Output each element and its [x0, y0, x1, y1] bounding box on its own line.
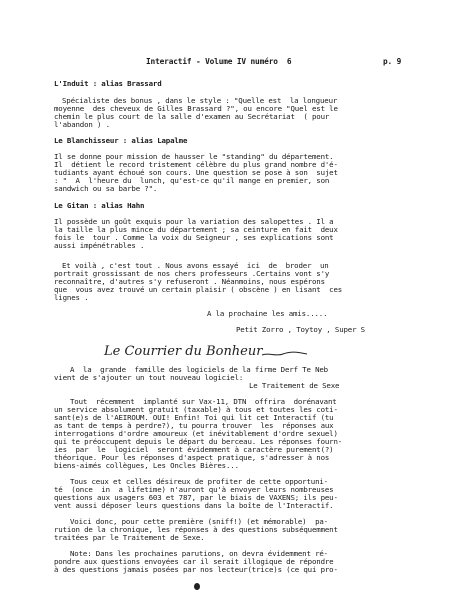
farewell: A la prochaine les amis.....: [207, 309, 328, 318]
p1-line: qui te préoccupent depuis le départ du berceau. Les réponses fourn-: [54, 437, 343, 446]
p2-line: Tous ceux et celles désireux de profiter de cette opportuni-: [70, 477, 328, 486]
p3-line: Voici donc, pour cette première (sniff!) (et mémorable) pa-: [70, 517, 328, 526]
p1-line: ies par le logiciel seront évidemment à caractère purement(?): [54, 445, 334, 454]
closing-line: portrait grossissant de nos chers professeurs .Certains vont s'y: [54, 269, 330, 278]
p1-line: sant(e)s de l'AEIROUM. OUI! Enfin! Toi qui lit cet Interactif (tu: [54, 413, 334, 422]
section-title-blanchisseur: Le Blanchisseur : alias Lapalme: [54, 136, 188, 145]
intro-line: vient de s'ajouter un tout nouveau logiciel:: [54, 373, 244, 382]
p2-line: questions aux usagers 603 et 787, par le biais de VAXENS; ils peu-: [54, 493, 338, 502]
p1-line: as tant de temps à perdre?), tu pourra trouver les réponses aux: [54, 421, 334, 430]
section-line: Il possède un goût exquis pour la variation des salopettes . Il a: [54, 217, 334, 226]
section-line: la taille la plus mince du département ; sa ceinture en fait deux: [54, 225, 338, 234]
p3-line: rution de la chronique, les réponses à des questions subséquemment: [54, 525, 338, 534]
section-line: sandwich ou sa barbe ?".: [54, 184, 158, 193]
heading-underline: [261, 350, 309, 358]
section-line: chemin le plus court de la salle d'examen au Secrétariat ( pour: [54, 112, 330, 121]
p1-line: interrogations d'ordre amoureux (et inévitablement d'ordre sexuel): [54, 429, 338, 438]
p4-line: Note: Dans les prochaines parutions, on devra évidemment ré-: [70, 549, 328, 558]
page-number: p. 9: [383, 57, 402, 66]
p4-line: pondre aux questions envoyées car il serait illogique de répondre: [54, 557, 334, 566]
closing-line: lignes .: [54, 293, 89, 302]
p1-line: un service absolument gratuit (taxable) à tous et toutes les coti-: [54, 405, 338, 414]
p1-line: Tout récemment implanté sur Vax-11, DTN offrira dorénavant: [70, 397, 337, 406]
closing-line: que vous avez trouvé un certain plaisir ( obscène ) en lisant ces: [54, 285, 343, 294]
section-line: moyenne des cheveux de Gilles Brassard ?", ou encore "Quel est le: [54, 104, 338, 113]
product-name: Le Traitement de Sexe: [249, 381, 340, 390]
intro-line: A la grande famille des logiciels de la firme Derf Te Neb: [70, 365, 328, 374]
p2-line: vent aussi déposer leurs questions dans la boîte de l'Interactif.: [54, 501, 334, 510]
p1-line: théorique. Pour les réponses d'aspect pratique, s'adresser à nos: [54, 453, 330, 462]
p1-line: biens-aimés collègues, Les Oncles Bières...: [54, 461, 239, 470]
section-line: l'abandon ) .: [54, 120, 110, 129]
section-line: Il détient le record tristement célèbre du plus grand nombre d'é-: [54, 160, 338, 169]
closing-line: Et voilà , c'est tout . Nous avons essayé ici de broder un: [62, 261, 329, 270]
section-title-induit: L'Induit : alias Brassard: [54, 79, 162, 88]
section-line: Spécialiste des bonus , dans le style : "Quelle est la longueur: [62, 96, 338, 105]
p3-line: traitées par le Traitement de Sexe.: [54, 533, 205, 542]
header-title: Interactif - Volume IV numéro 6: [146, 57, 292, 66]
ink-blot: [194, 583, 200, 590]
section-line: Il se donne pour mission de hausser le "standing" du département.: [54, 152, 334, 161]
p4-line: à des questions jamais posées par nos lecteur(trice)s (ce qui pro-: [54, 565, 338, 574]
section-line: fois le tour . Comme la voix du Seigneur , ses explications sont: [54, 233, 334, 242]
p2-line: té (once in a lifetime) n'auront qu'à envoyer leurs nombreuses: [54, 485, 334, 494]
section-line: : " A l'heure du lunch, qu'est-ce qu'il mange en premier, son: [54, 176, 330, 185]
section-line: tudiants ayant échoué son cours. Une question se pose à son sujet: [54, 168, 338, 177]
signature: Petit Zorro , Toytoy , Super S: [236, 325, 365, 334]
courrier-heading: Le Courrier du Bonheur: [104, 344, 263, 359]
closing-line: reconnaître, d'autres s'y refuseront . Néanmoins, nous espérons: [54, 277, 325, 286]
section-line: aussi impénétrables .: [54, 241, 145, 250]
section-title-gitan: Le Gitan : alias Hahn: [54, 201, 145, 210]
